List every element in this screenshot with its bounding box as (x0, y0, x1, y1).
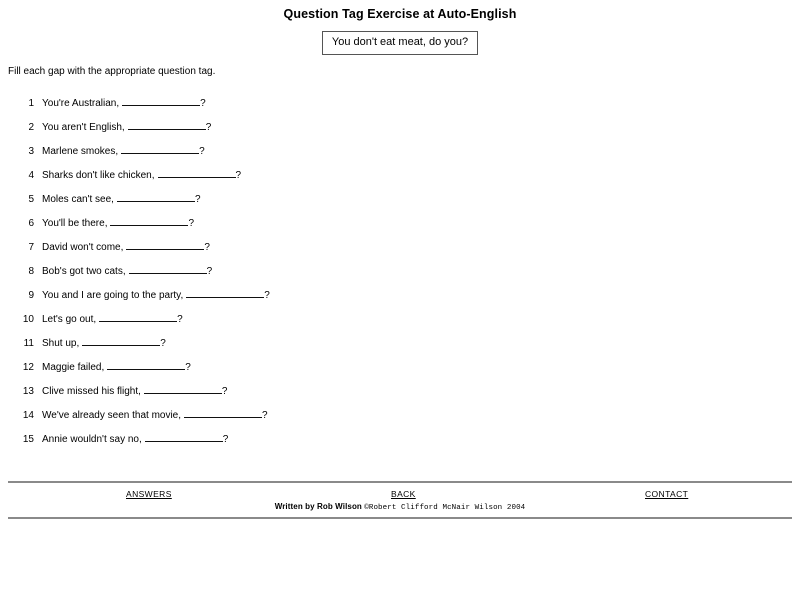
footer-credit-copyright: ©Robert Clifford McNair Wilson 2004 (364, 504, 526, 512)
question-text: You'll be there, (42, 218, 108, 229)
question-body (42, 311, 183, 326)
question-text: You're Australian, (42, 98, 120, 109)
question-mark: ? (205, 122, 212, 133)
question-body (42, 359, 191, 374)
question-row (8, 215, 608, 239)
question-row (8, 167, 608, 191)
back-link[interactable]: BACK (391, 489, 416, 499)
instruction-text: Fill each gap with the appropriate question tag. (8, 66, 216, 77)
question-body (42, 431, 228, 446)
question-text: You and I are going to the party, (42, 290, 184, 301)
question-number: 5 (28, 194, 34, 205)
contact-link[interactable]: CONTACT (645, 489, 689, 499)
question-body (42, 335, 166, 350)
question-gap-blank[interactable] (117, 191, 195, 202)
question-row (8, 431, 608, 455)
page-title: Question Tag Exercise at Auto-English (283, 7, 517, 21)
question-mark: ? (200, 98, 206, 109)
question-text: Moles can't see, (42, 194, 114, 205)
question-row (8, 263, 608, 287)
question-mark: ? (262, 410, 268, 421)
footer-links (8, 483, 792, 499)
question-text: Let's go out, (42, 314, 97, 325)
question-mark: ? (264, 290, 270, 301)
question-mark: ? (206, 266, 213, 277)
question-gap-blank[interactable] (110, 215, 188, 226)
answers-link[interactable]: ANSWERS (126, 489, 172, 499)
question-number: 8 (28, 266, 34, 277)
question-mark: ? (177, 314, 183, 325)
question-gap-blank[interactable] (121, 143, 199, 154)
question-text: Bob's got two cats, (42, 266, 126, 277)
footer (8, 481, 792, 519)
question-number: 10 (22, 314, 34, 325)
question-number: 9 (28, 290, 34, 301)
question-gap-blank[interactable] (128, 119, 206, 130)
question-gap-blank[interactable] (158, 167, 236, 178)
question-row (8, 407, 608, 431)
question-gap-blank[interactable] (122, 95, 200, 106)
question-row (8, 239, 608, 263)
question-row (8, 359, 608, 383)
question-number: 13 (22, 386, 34, 397)
question-gap-blank[interactable] (126, 239, 204, 250)
question-text: You aren't English, (42, 122, 125, 133)
question-text: David won't come, (42, 242, 124, 253)
question-row (8, 287, 608, 311)
question-body (42, 191, 201, 206)
question-text: We've already seen that movie, (42, 410, 182, 421)
question-body (42, 407, 268, 422)
question-text: Marlene smokes, (42, 146, 119, 157)
question-gap-blank[interactable] (129, 263, 207, 274)
question-gap-blank[interactable] (145, 431, 223, 442)
question-mark: ? (204, 242, 210, 253)
question-gap-blank[interactable] (184, 407, 262, 418)
footer-credit (8, 502, 792, 512)
question-body (42, 383, 227, 398)
question-row (8, 119, 608, 143)
question-number: 12 (22, 362, 34, 373)
question-list (8, 95, 608, 455)
question-row (8, 335, 608, 359)
question-text: Maggie failed, (42, 362, 105, 373)
question-text: Annie wouldn't say no, (42, 434, 142, 445)
question-body (42, 143, 205, 158)
question-text: Shut up, (42, 338, 80, 349)
footer-credit-author: Written by Rob Wilson (274, 502, 365, 511)
example-container (0, 31, 800, 55)
question-body (42, 119, 211, 134)
question-body (42, 215, 194, 230)
question-number: 2 (28, 122, 34, 133)
example-sentence-box: You don't eat meat, do you? (322, 31, 478, 55)
question-number: 7 (28, 242, 34, 253)
question-row (8, 95, 608, 119)
question-mark: ? (188, 218, 195, 229)
question-gap-blank[interactable] (82, 335, 160, 346)
question-row (8, 311, 608, 335)
question-text: Clive missed his flight, (42, 386, 141, 397)
footer-content (8, 483, 792, 517)
question-gap-blank[interactable] (99, 311, 177, 322)
question-number: 3 (28, 146, 34, 157)
question-mark: ? (160, 338, 166, 349)
question-mark: ? (222, 434, 229, 445)
question-body (42, 263, 212, 278)
question-mark: ? (235, 170, 242, 181)
question-gap-blank[interactable] (186, 287, 264, 298)
question-number: 4 (28, 170, 34, 181)
question-number: 11 (23, 338, 34, 349)
question-text: Sharks don't like chicken, (42, 170, 155, 181)
question-body (42, 287, 270, 302)
question-mark: ? (199, 146, 205, 157)
question-mark: ? (185, 362, 191, 373)
question-row (8, 191, 608, 215)
question-row (8, 143, 608, 167)
question-body (42, 167, 241, 182)
question-body (42, 239, 210, 254)
question-gap-blank[interactable] (144, 383, 222, 394)
question-number: 6 (28, 218, 34, 229)
question-number: 15 (22, 434, 34, 445)
question-mark: ? (221, 386, 228, 397)
question-body (42, 95, 206, 110)
question-number: 1 (28, 98, 34, 109)
question-mark: ? (194, 194, 201, 205)
footer-bottom-divider (8, 517, 792, 519)
question-number: 14 (22, 410, 34, 421)
question-row (8, 383, 608, 407)
question-gap-blank[interactable] (107, 359, 185, 370)
